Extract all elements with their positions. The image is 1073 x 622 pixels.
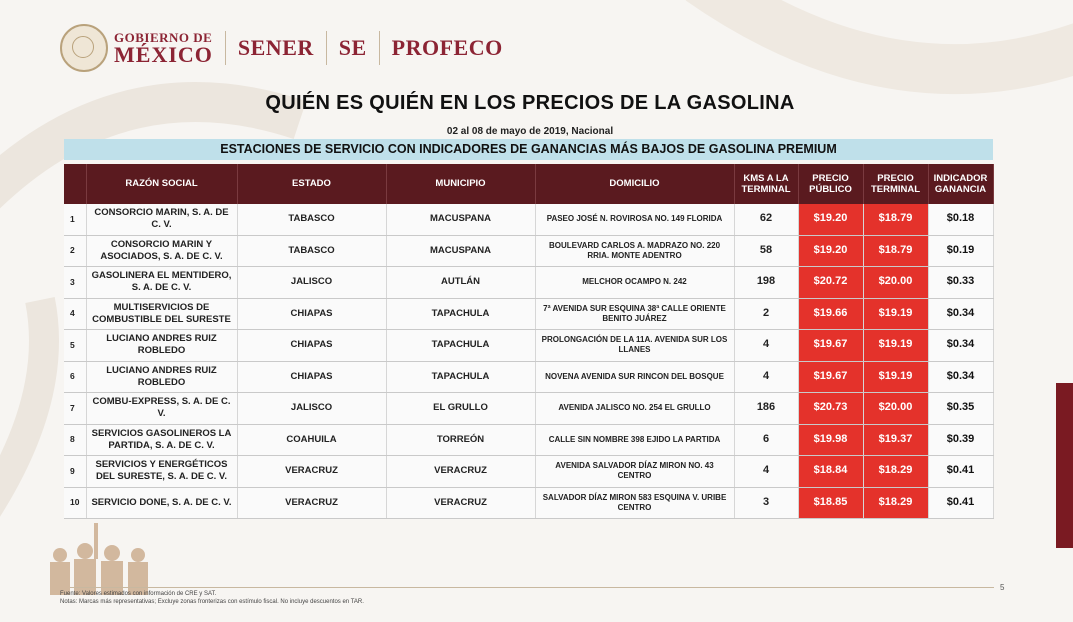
precio-publico-cell: $19.67 [798, 361, 863, 393]
municipio-cell: TAPACHULA [386, 330, 535, 362]
municipio-cell: TAPACHULA [386, 361, 535, 393]
indicador-cell: $0.34 [928, 361, 993, 393]
precio-terminal-cell: $19.19 [863, 298, 928, 330]
precio-terminal-cell: $18.79 [863, 235, 928, 267]
indicador-cell: $0.19 [928, 235, 993, 267]
razon-social-cell: LUCIANO ANDRES RUIZ ROBLEDO [86, 361, 237, 393]
precio-terminal-cell: $18.29 [863, 456, 928, 488]
precio-terminal-cell: $19.19 [863, 361, 928, 393]
domicilio-cell: MELCHOR OCAMPO N. 242 [535, 267, 734, 299]
table-row [64, 204, 993, 235]
precio-terminal-cell: $18.29 [863, 487, 928, 519]
kms-cell: 4 [734, 456, 798, 488]
kms-cell: 186 [734, 393, 798, 425]
row-number: 3 [64, 267, 86, 299]
municipio-cell: VERACRUZ [386, 456, 535, 488]
razon-social-cell: SERVICIOS GASOLINEROS LA PARTIDA, S. A. DE C. V. [86, 424, 237, 456]
kms-cell: 4 [734, 361, 798, 393]
agency-sener: SENER [237, 35, 314, 60]
razon-social-cell: CONSORCIO MARIN Y ASOCIADOS, S. A. DE C. V. [86, 235, 237, 267]
col-indicador: INDICADOR GANANCIA [928, 164, 993, 204]
precio-publico-cell: $19.98 [798, 424, 863, 456]
precio-publico-cell: $20.72 [798, 267, 863, 299]
precio-publico-cell: $19.20 [798, 204, 863, 235]
table-row [64, 487, 993, 519]
row-number: 10 [64, 487, 86, 519]
razon-social-cell: SERVICIOS Y ENERGÉTICOS DEL SURESTE, S. A. DE C. V. [86, 456, 237, 488]
estado-cell: JALISCO [237, 267, 386, 299]
row-number: 4 [64, 298, 86, 330]
estado-cell: COAHUILA [237, 424, 386, 456]
table-header-row [64, 164, 993, 204]
table-row [64, 298, 993, 330]
domicilio-cell: PROLONGACIÓN DE LA 11A. AVENIDA SUR LOS LLANES [535, 330, 734, 362]
mexico-seal-icon [60, 24, 108, 72]
row-number: 2 [64, 235, 86, 267]
municipio-cell: EL GRULLO [386, 393, 535, 425]
estado-cell: CHIAPAS [237, 298, 386, 330]
indicador-cell: $0.33 [928, 267, 993, 299]
domicilio-cell: PASEO JOSÉ N. ROVIROSA NO. 149 FLORIDA [535, 204, 734, 235]
precio-publico-cell: $18.85 [798, 487, 863, 519]
side-tab [1056, 383, 1073, 548]
precio-terminal-cell: $20.00 [863, 267, 928, 299]
kms-cell: 4 [734, 330, 798, 362]
page-subtitle: 02 al 08 de mayo de 2019, Nacional [446, 126, 614, 137]
table-row [64, 424, 993, 456]
col-domicilio: DOMICILIO [535, 164, 734, 204]
divider [379, 31, 380, 65]
razon-social-cell: GASOLINERA EL MENTIDERO, S. A. DE C. V. [86, 267, 237, 299]
heroes-illustration-icon [40, 515, 170, 595]
indicador-cell: $0.39 [928, 424, 993, 456]
stations-table [64, 164, 994, 519]
col-precio-publico: PRECIO PÚBLICO [798, 164, 863, 204]
col-number [64, 164, 86, 204]
table-row [64, 235, 993, 267]
table-row [64, 267, 993, 299]
municipio-cell: TAPACHULA [386, 298, 535, 330]
footer-divider [70, 587, 994, 588]
divider [225, 31, 226, 65]
domicilio-cell: AVENIDA SALVADOR DÍAZ MIRON NO. 43 CENTRO [535, 456, 734, 488]
col-municipio: MUNICIPIO [386, 164, 535, 204]
estado-cell: VERACRUZ [237, 487, 386, 519]
precio-publico-cell: $19.20 [798, 235, 863, 267]
estado-cell: VERACRUZ [237, 456, 386, 488]
table-row [64, 361, 993, 393]
estado-cell: JALISCO [237, 393, 386, 425]
indicador-cell: $0.18 [928, 204, 993, 235]
footer-notas: Notas: Marcas más representativas; Excluye zonas fronterizas con estímulo fiscal. No incluye descuentos en TAR. [60, 598, 364, 605]
razon-social-cell: LUCIANO ANDRES RUIZ ROBLEDO [86, 330, 237, 362]
col-estado: ESTADO [237, 164, 386, 204]
indicador-cell: $0.41 [928, 487, 993, 519]
municipio-cell: AUTLÁN [386, 267, 535, 299]
agency-profeco: PROFECO [391, 35, 503, 60]
municipio-cell: MACUSPANA [386, 204, 535, 235]
domicilio-cell: 7ª AVENIDA SUR ESQUINA 38ª CALLE ORIENTE BENITO JUÁREZ [535, 298, 734, 330]
municipio-cell: VERACRUZ [386, 487, 535, 519]
precio-terminal-cell: $18.79 [863, 204, 928, 235]
indicador-cell: $0.34 [928, 330, 993, 362]
row-number: 5 [64, 330, 86, 362]
razon-social-cell: COMBU-EXPRESS, S. A. DE C. V. [86, 393, 237, 425]
footer-notes [60, 591, 364, 606]
domicilio-cell: NOVENA AVENIDA SUR RINCON DEL BOSQUE [535, 361, 734, 393]
page-number: 5 [1000, 583, 1005, 592]
domicilio-cell: BOULEVARD CARLOS A. MADRAZO NO. 220 RRIA. MONTE ADENTRO [535, 235, 734, 267]
header-logos [60, 24, 503, 72]
precio-terminal-cell: $19.19 [863, 330, 928, 362]
agency-se: SE [338, 35, 367, 60]
table-row [64, 456, 993, 488]
municipio-cell: MACUSPANA [386, 235, 535, 267]
precio-terminal-cell: $19.37 [863, 424, 928, 456]
razon-social-cell: SERVICIO DONE, S. A. DE C. V. [86, 487, 237, 519]
domicilio-cell: SALVADOR DÍAZ MIRON 583 ESQUINA V. URIBE CENTRO [535, 487, 734, 519]
domicilio-cell: AVENIDA JALISCO NO. 254 EL GRULLO [535, 393, 734, 425]
precio-publico-cell: $18.84 [798, 456, 863, 488]
indicador-cell: $0.35 [928, 393, 993, 425]
kms-cell: 198 [734, 267, 798, 299]
page-title: QUIÉN ES QUIÉN EN LOS PRECIOS DE LA GASOLINA [265, 92, 795, 114]
precio-publico-cell: $20.73 [798, 393, 863, 425]
estado-cell: CHIAPAS [237, 361, 386, 393]
row-number: 8 [64, 424, 86, 456]
estado-cell: CHIAPAS [237, 330, 386, 362]
indicador-cell: $0.41 [928, 456, 993, 488]
col-precio-terminal: PRECIO TERMINAL [863, 164, 928, 204]
precio-terminal-cell: $20.00 [863, 393, 928, 425]
municipio-cell: TORREÓN [386, 424, 535, 456]
gobierno-logo: GOBIERNO DE MÉXICO [114, 29, 213, 67]
precio-publico-cell: $19.67 [798, 330, 863, 362]
estado-cell: TABASCO [237, 204, 386, 235]
table-banner: ESTACIONES DE SERVICIO CON INDICADORES DE GANANCIAS MÁS BAJOS DE GASOLINA PREMIUM [64, 139, 993, 160]
table-row [64, 393, 993, 425]
col-razon-social: RAZÓN SOCIAL [86, 164, 237, 204]
domicilio-cell: CALLE SIN NOMBRE 398 EJIDO LA PARTIDA [535, 424, 734, 456]
kms-cell: 58 [734, 235, 798, 267]
row-number: 9 [64, 456, 86, 488]
col-kms: KMS A LA TERMINAL [734, 164, 798, 204]
kms-cell: 62 [734, 204, 798, 235]
row-number: 7 [64, 393, 86, 425]
estado-cell: TABASCO [237, 235, 386, 267]
kms-cell: 6 [734, 424, 798, 456]
razon-social-cell: CONSORCIO MARIN, S. A. DE C. V. [86, 204, 237, 235]
divider [326, 31, 327, 65]
footer-fuente: Fuente: Valores estimados con información de CRE y SAT. [60, 591, 217, 597]
row-number: 6 [64, 361, 86, 393]
table-row [64, 330, 993, 362]
precio-publico-cell: $19.66 [798, 298, 863, 330]
kms-cell: 3 [734, 487, 798, 519]
razon-social-cell: MULTISERVICIOS DE COMBUSTIBLE DEL SURESTE [86, 298, 237, 330]
row-number: 1 [64, 204, 86, 235]
kms-cell: 2 [734, 298, 798, 330]
indicador-cell: $0.34 [928, 298, 993, 330]
